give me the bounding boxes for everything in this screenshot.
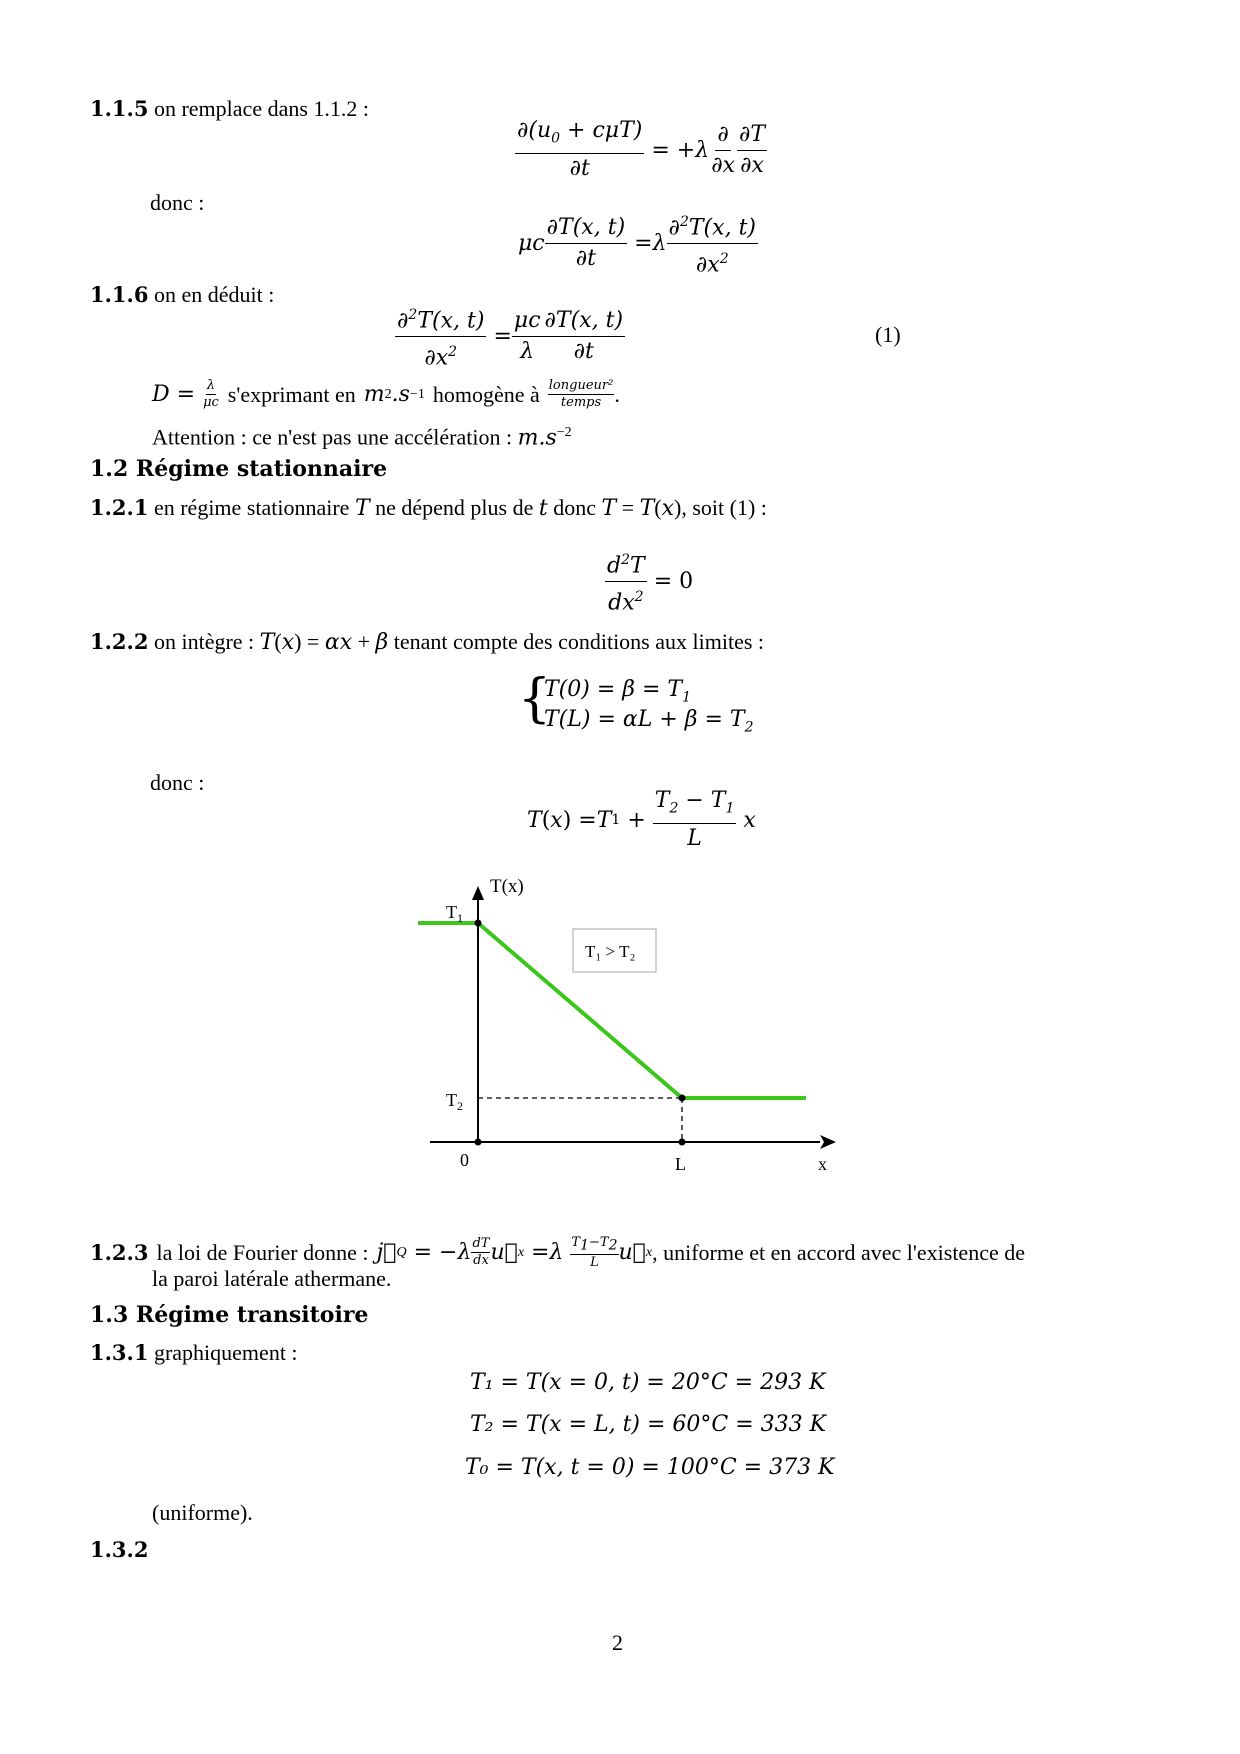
equation-heat: $\frac{\partial^2T(x, t)}{\partial x^2}$ = $\frac{\mu c}{\lambda}$ $\frac{\partial T(x, t)}{\partial t}$ (395, 300, 625, 374)
x-axis-arrow-icon (820, 1135, 836, 1149)
equation-stationary: $\frac{d^2T}{dx^2}$ = 0 (605, 545, 693, 619)
text: donc (553, 495, 596, 520)
t2-label: $T_2$ (446, 1090, 463, 1113)
equation-mu-c: μc $\frac{\partial T(x, t)}{\partial t}$ = λ $\frac{\partial^2T(x, t)}{\partial x^2}$ (518, 207, 758, 281)
origin-label: 0 (460, 1150, 469, 1170)
section-number: 1.2.2 (90, 629, 149, 654)
text: tenant compte des conditions aux limites : (393, 629, 765, 654)
diffusivity-line: D = $\frac{\lambda}{\mu c}$ s'exprimant en m 2 .s −1 homogène à longueur² temps . (152, 378, 620, 410)
section-1-3-title: 1.3 Régime transitoire (90, 1302, 369, 1328)
section-number: 1.2.3 (90, 1239, 149, 1265)
section-number: 1.2.1 (90, 495, 149, 520)
point-l (679, 1139, 686, 1146)
frac-top: longueur² (548, 378, 614, 393)
donc-label: donc : (150, 190, 205, 215)
point-t1 (475, 920, 482, 927)
section-number: 1.1.6 (90, 282, 149, 307)
section-1-3-2-heading (90, 1537, 148, 1563)
section-1-1-5-heading (90, 96, 369, 122)
section-1-2-3-continuation: la paroi latérale athermane. (152, 1266, 392, 1291)
temperature-profile-graph (410, 870, 850, 1180)
section-number: 1.3.1 (90, 1340, 149, 1365)
text: la loi de Fourier donne : (156, 1239, 369, 1265)
section-text: on remplace dans 1.1.2 : (153, 96, 370, 121)
section-number: 1.3.2 (90, 1537, 149, 1562)
legend-text: T₁ > T₂ (585, 942, 636, 961)
text: , soit (1) : (681, 495, 767, 520)
y-axis-arrow-icon (472, 886, 484, 900)
point-t2 (679, 1095, 686, 1102)
text: on intègre : (153, 629, 255, 654)
equation-energy-balance: $\frac{\partial(u_0 + c\mu T)}{\partial t}$ = + λ $\frac{\partial}{\partial x}$ $\frac{\partial T}{\partial x}$ (517, 118, 766, 182)
text: en régime stationnaire (153, 495, 350, 520)
section-1-2-3-line: 1.2.3 la loi de Fourier donne : j⃗ Q = − λ dT dx u⃗ x = λ $T_1-T_2$ L u⃗ x , uniforme et en accord avec l'existence de (90, 1235, 1025, 1270)
brace-icon: { (518, 669, 552, 729)
section-1-1-6-heading (90, 282, 274, 308)
donc-label-2: donc : (150, 770, 205, 795)
section-number: 1.1.5 (90, 96, 149, 121)
text: graphiquement : (153, 1340, 298, 1365)
text: homogène à (432, 381, 540, 407)
section-text: on en déduit : (153, 282, 275, 307)
section-1-2-2-line: 1.2.2 on intègre : T(x) = αx + β tenant compte des conditions aux limites : (90, 629, 765, 655)
equation-t1-value: T₁ = T(x = 0, t) = 20°C = 293 K (470, 1370, 826, 1395)
equation-linear-profile: T ( x ) = T 1 + $\frac{T_2 - T_1}{L}$ x (527, 788, 756, 852)
text: ne dépend plus de (375, 495, 534, 520)
equation-t2-value: T₂ = T(x = L, t) = 60°C = 333 K (470, 1412, 827, 1437)
y-axis-label: T(x) (490, 876, 524, 897)
t1-label: $T_1$ (446, 902, 463, 925)
attention-text: Attention : ce n'est pas une accélération : (152, 424, 513, 450)
frac-bottom: temps (560, 395, 602, 410)
equation-t0-value: T₀ = T(x, t = 0) = 100°C = 373 K (465, 1455, 835, 1480)
text: s'exprimant en (227, 381, 356, 407)
equation-number: (1) (875, 322, 901, 347)
point-origin (475, 1139, 482, 1146)
uniforme-note: (uniforme). (152, 1500, 253, 1525)
section-1-2-1-line: 1.2.1 en régime stationnaire T ne dépend plus de t donc T = T(x), soit (1) : (90, 495, 767, 521)
text: , uniforme et en accord avec l'existence de (652, 1239, 1025, 1265)
section-1-3-1-line (90, 1340, 298, 1366)
page-number: 2 (612, 1630, 623, 1655)
section-1-2-title: 1.2 Régime stationnaire (90, 456, 388, 482)
l-label: L (675, 1154, 686, 1174)
x-axis-label: x (818, 1154, 827, 1174)
attention-line: Attention : ce n'est pas une accélération : $m.s^{-2}$ (152, 424, 572, 451)
